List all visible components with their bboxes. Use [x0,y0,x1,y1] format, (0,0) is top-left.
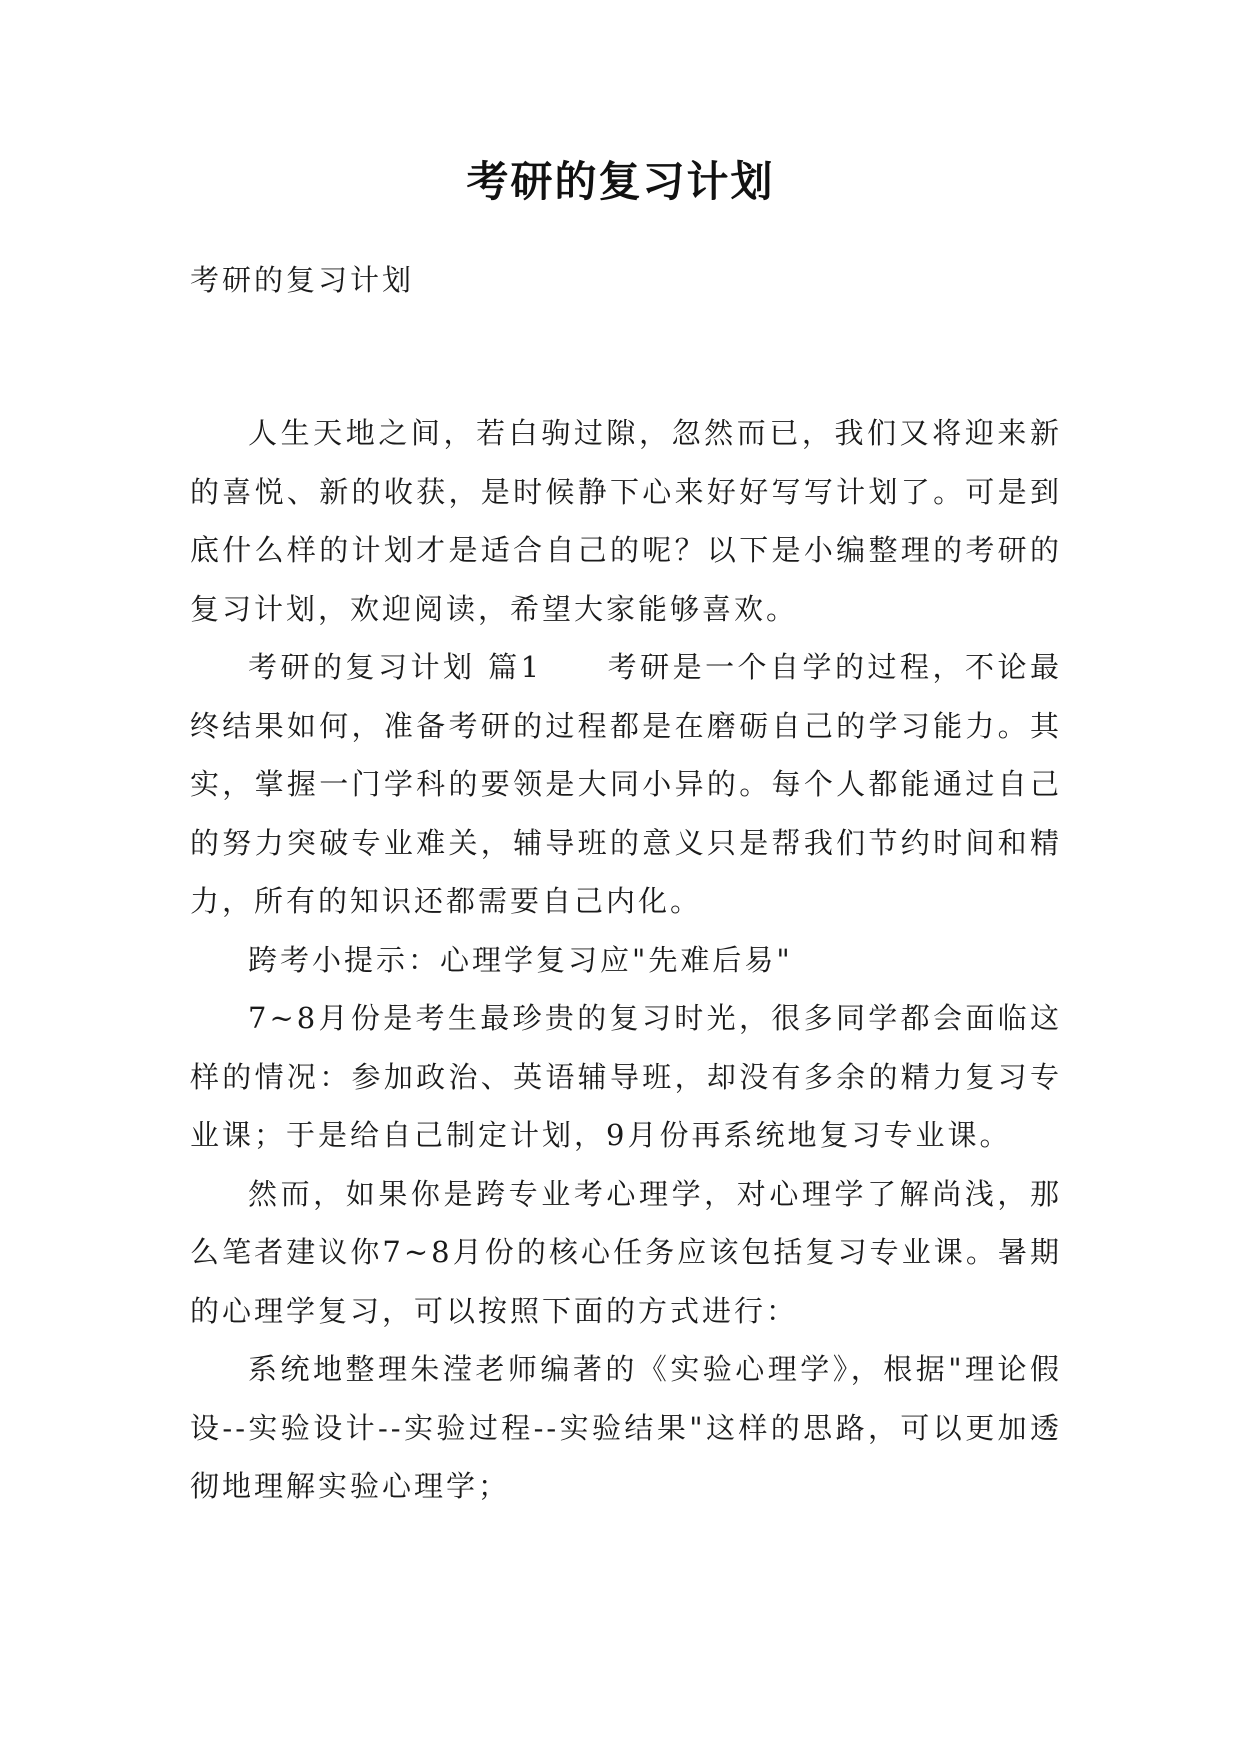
document-title: 考研的复习计划 [466,157,775,206]
paragraph-intro: 人生天地之间，若白驹过隙，忽然而已，我们又将迎来新的喜悦、新的收获，是时候静下心来好好写写计划了。可是到底什么样的计划才是适合自己的呢？以下是小编整理的考研的复习计划，欢迎阅读，希望大家能够喜欢。 [190,416,1062,626]
document-subtitle: 考研的复习计划 [190,263,415,297]
paragraph-method: 系统地整理朱滢老师编著的《实验心理学》，根据"理论假设--实验设计--实验过程--实验结果"这样的思路，可以更加透彻地理解实验心理学； [190,1352,1062,1503]
paragraph-summer: 7~8月份是考生最珍贵的复习时光，很多同学都会面临这样的情况：参加政治、英语辅导班，却没有多余的精力复习专业课；于是给自己制定计划，9月份再系统地复习专业课。 [190,1001,1062,1152]
document-body [190,404,1062,1516]
paragraph-advice: 然而，如果你是跨专业考心理学，对心理学了解尚浅，那么笔者建议你7~8月份的核心任务应该包括复习专业课。暑期的心理学复习，可以按照下面的方式进行： [190,1176,1062,1328]
paragraph-section-1: 考研的复习计划 篇1 考研是一个自学的过程，不论最终结果如何，准备考研的过程都是在磨砺自己的学习能力。其实，掌握一门学科的要领是大同小异的。每个人都能通过自己的努力突破专业难关，辅导班的意义只是帮我们节约时间和精力，所有的知识还都需要自己内化。 [190,650,1062,918]
paragraph-tip: 跨考小提示：心理学复习应"先难后易" [248,942,793,977]
